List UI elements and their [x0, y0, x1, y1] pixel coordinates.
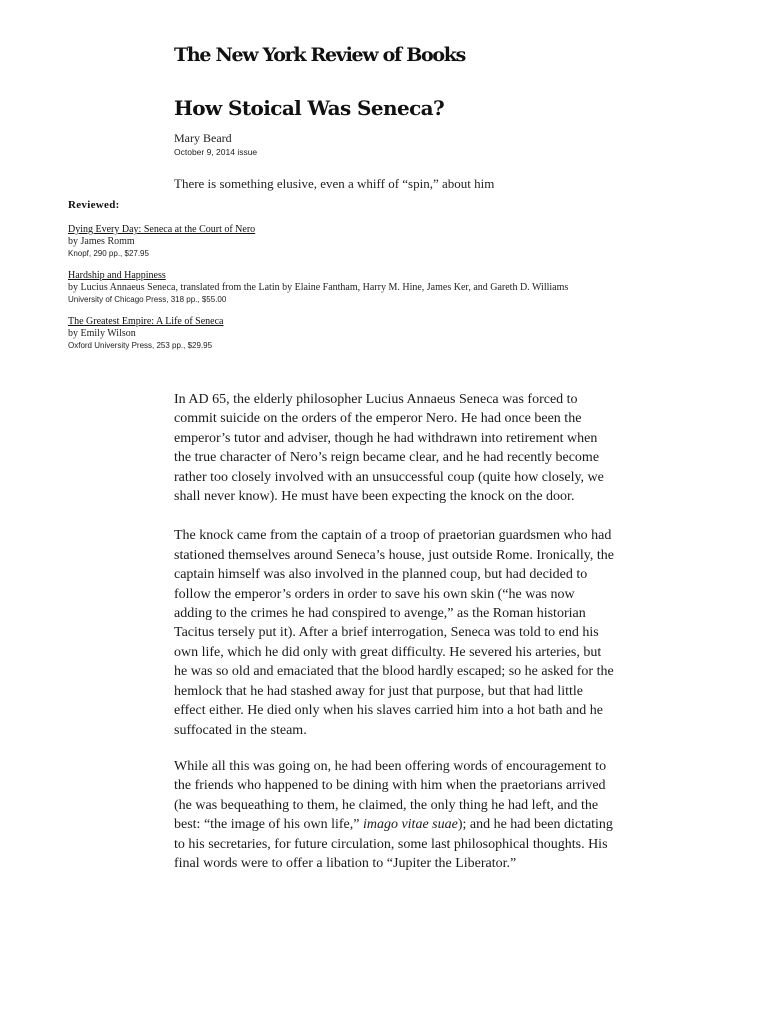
reviewed-heading: Reviewed: [68, 199, 120, 211]
book-title-link[interactable]: Hardship and Happiness [68, 270, 166, 281]
article-paragraph [174, 757, 614, 873]
book-author: by Lucius Annaeus Seneca, translated from the Latin by Elaine Fantham, Harry M. Hine, James Ker, and Gareth D. Williams [68, 282, 569, 293]
book-title-link[interactable]: The Greatest Empire: A Life of Seneca [68, 316, 224, 327]
reviewed-book [68, 270, 668, 306]
article-author[interactable]: Mary Beard [174, 131, 232, 145]
paragraph-text: While all this was going on, he had been offering words of encouragement to the friends who happened to be dining with him when the praetorians arrived (he was bequeathing to them, he claimed, the only thing he had left, and the best: “the image of his own life,” [174, 758, 607, 833]
book-author: by Emily Wilson [68, 328, 136, 339]
article-paragraph: In AD 65, the elderly philosopher Lucius Annaeus Seneca was forced to commit suicide on the orders of the emperor Nero. He had once been the emperor’s tutor and adviser, though he had withdrawn into retirement when the true character of Nero’s reign became clear, and he had recently become rather too closely involved with an unsuccessful coup (quite how closely, we shall never know). He must have been expecting the knock on the door. [174, 392, 604, 505]
latin-phrase: imago vitae suae [362, 817, 458, 833]
article-title: How Stoical Was Seneca? [174, 96, 445, 120]
issue-date[interactable]: October 9, 2014 issue [174, 147, 258, 157]
reviewed-book [68, 316, 668, 352]
book-title-link[interactable]: Dying Every Day: Seneca at the Court of Nero [68, 224, 256, 235]
article-paragraph: The knock came from the captain of a troop of praetorian guardsmen who had stationed themselves around Seneca’s house, just outside Rome. Ironically, the captain himself was also involved in the planned coup, but had decided to follow the emperor’s orders in order to save his own skin (“he was now adding to the crimes he had conspired to avenge,” as the Roman historian Tacitus tersely put it). After a brief interrogation, Seneca was told to end his own life, which he did only with great difficulty. He severed his arteries, but he was so old and emaciated that the blood hardly escaped; so he asked for the hemlock that he had stashed away for just that purpose, but that had little effect either. He died only when his slaves carried him into a hot bath and he suffocated in the steam. [174, 528, 614, 738]
book-author: by James Romm [68, 236, 135, 247]
book-publisher: Oxford University Press, 253 pp., $29.95 [68, 341, 213, 350]
reviewed-book [68, 224, 668, 260]
masthead-logo[interactable]: The New York Review of Books [174, 44, 465, 66]
reviewed-books-section [68, 199, 668, 362]
book-publisher: Knopf, 290 pp., $27.95 [68, 249, 149, 258]
article-dek: There is something elusive, even a whiff of “spin,” about him [174, 176, 495, 191]
paragraph-text: ); and he had been dictating to his secretaries, for future circulation, some last philosophical thoughts. His final words were to offer a libation to “Jupiter the Liberator.” [174, 817, 613, 871]
book-publisher: University of Chicago Press, 318 pp., $55.00 [68, 295, 227, 304]
article-body [174, 390, 614, 893]
